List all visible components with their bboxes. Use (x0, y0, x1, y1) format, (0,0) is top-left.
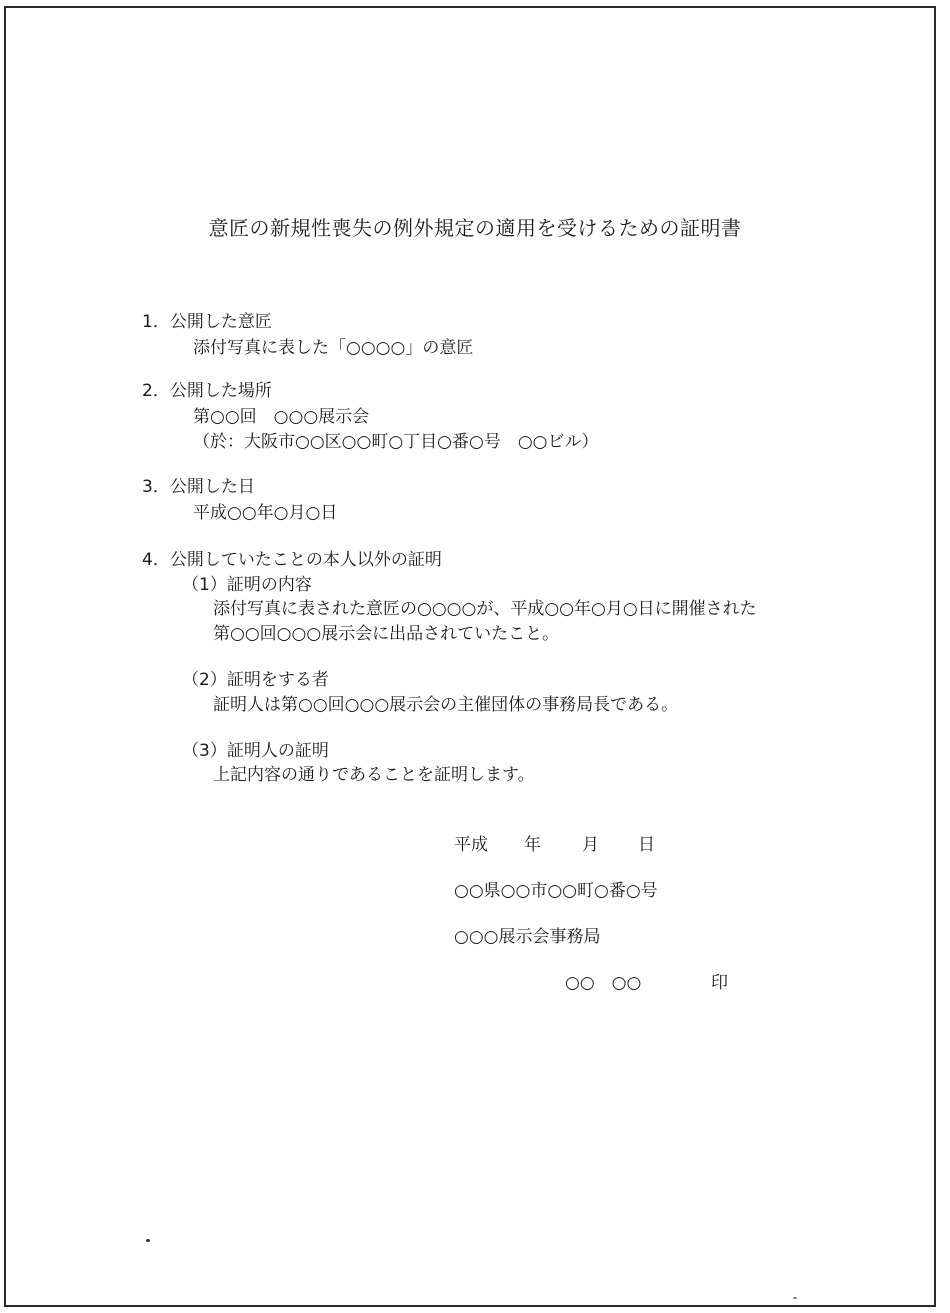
section-1-heading: 1．公開した意匠 (142, 312, 272, 332)
section-4-heading: 4．公開していたことの本人以外の証明 (142, 550, 442, 570)
section-4-sub-3-heading: （3）証明人の証明 (182, 741, 329, 761)
scan-speck (146, 1239, 150, 1242)
seal-mark: 印 (711, 973, 728, 993)
document-title: 意匠の新規性喪失の例外規定の適用を受けるための証明書 (208, 216, 742, 240)
signature-era: 平成 (454, 835, 488, 855)
signature-month-unit: 月 (582, 835, 599, 855)
section-3-heading: 3．公開した日 (142, 477, 255, 497)
section-4-sub-2-line-1: 証明人は第○○回○○○展示会の主催団体の事務局長である。 (213, 695, 679, 715)
signature-name: ○○ ○○ (565, 973, 642, 993)
section-4-sub-1-line-2: 第○○回○○○展示会に出品されていたこと。 (213, 624, 560, 644)
scan-speck (793, 1297, 797, 1299)
section-4-sub-3-line-1: 上記内容の通りであることを証明します。 (213, 765, 535, 785)
signature-organization: ○○○展示会事務局 (454, 927, 601, 947)
section-1-line-1: 添付写真に表した「○○○○」の意匠 (193, 338, 474, 358)
section-2-line-1: 第○○回 ○○○展示会 (193, 407, 370, 427)
signature-day-unit: 日 (638, 835, 655, 855)
signature-year-unit: 年 (524, 835, 541, 855)
section-4-sub-2-heading: （2）証明をする者 (182, 670, 329, 690)
section-3-line-1: 平成○○年○月○日 (193, 503, 338, 523)
signature-address: ○○県○○市○○町○番○号 (454, 881, 658, 901)
section-2-line-2: （於：大阪市○○区○○町○丁目○番○号 ○○ビル） (193, 432, 599, 452)
section-4-sub-1-line-1: 添付写真に表された意匠の○○○○が、平成○○年○月○日に開催された (213, 599, 757, 619)
section-4-sub-1-heading: （1）証明の内容 (182, 575, 312, 595)
section-2-heading: 2．公開した場所 (142, 381, 272, 401)
